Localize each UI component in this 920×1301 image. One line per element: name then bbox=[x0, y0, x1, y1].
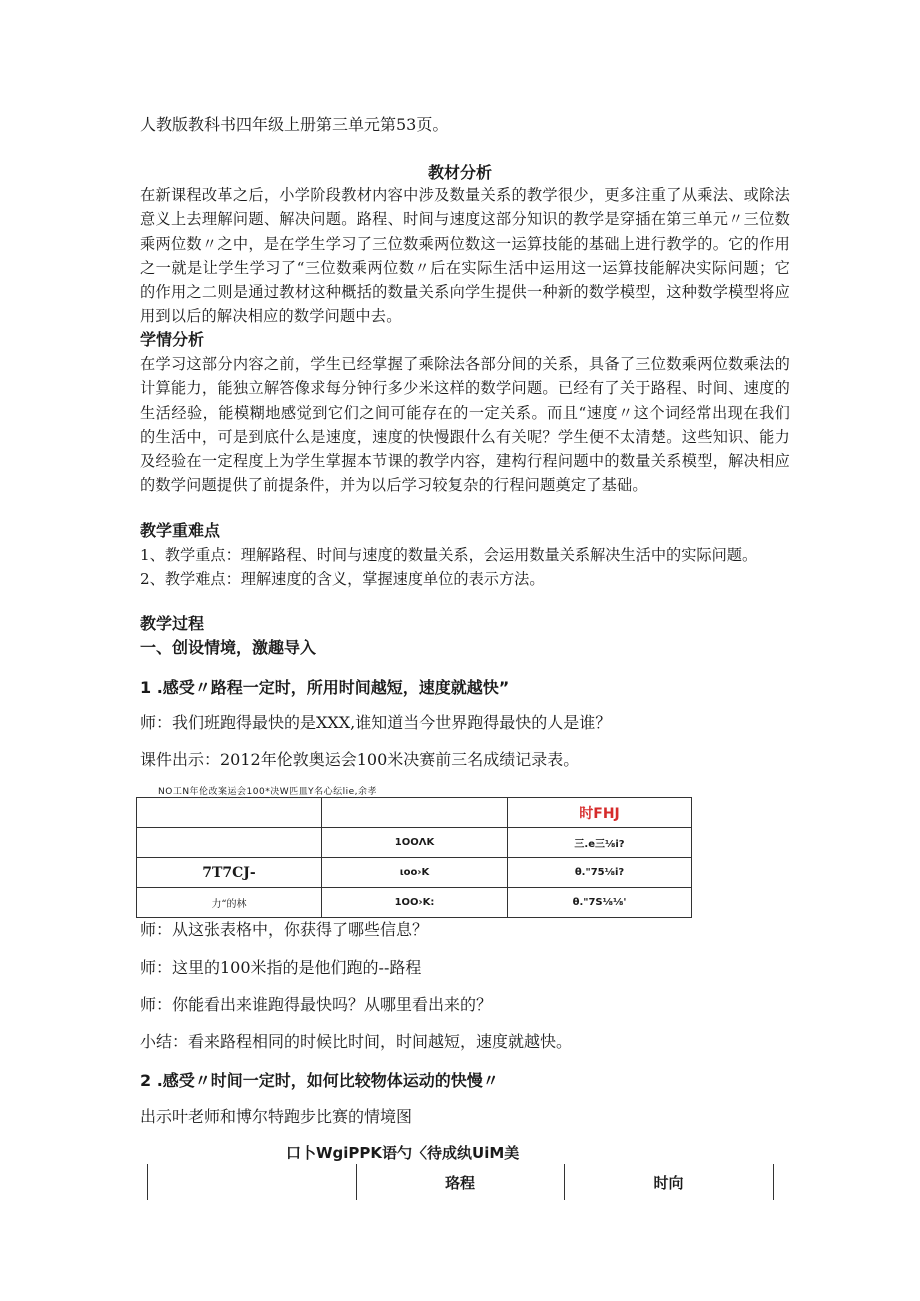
table-row bbox=[137, 858, 692, 888]
table-cell: 1OO›K: bbox=[322, 888, 508, 918]
header-line: 人教版教科书四年级上册第三单元第53页。 bbox=[140, 115, 449, 134]
table-cell: 三.e三⅛i? bbox=[508, 828, 692, 858]
table-cell: 1OOΛK bbox=[322, 828, 508, 858]
text-line-b: 课件出示：2012年伦敦奥运会100米决赛前三名成绩记录表。 bbox=[140, 750, 580, 769]
table-cell bbox=[322, 798, 508, 828]
table-header-time: 时FHJ bbox=[508, 798, 692, 828]
key-point-1: 1、教学重点：理解路程、时间与速度的数量关系，会运用数量关系解决生活中的实际问题。 bbox=[140, 546, 758, 564]
table1-caption: NO工N年伦改案运会100*决W匹皿Y名心纭lie,余孝 bbox=[158, 787, 378, 797]
table-cell: ιoo›K bbox=[322, 858, 508, 888]
process-step-2: 2 .感受〃时间一定时，如何比较物体运动的快慢〃 bbox=[140, 1071, 499, 1090]
table-divider bbox=[147, 1164, 148, 1200]
table-row bbox=[137, 828, 692, 858]
table-cell: 7T7CJ- bbox=[137, 858, 322, 888]
table2-caption: 口卜WgiPPK语勺〈待成纨UiM美 bbox=[286, 1144, 520, 1162]
process-part-1: 一、创设情境，激趣导入 bbox=[140, 638, 317, 657]
table-divider bbox=[773, 1164, 774, 1200]
table-cell: 力“的林 bbox=[137, 888, 322, 918]
table-cell: θ."7S⅛⅛' bbox=[508, 888, 692, 918]
text-line-a: 师：我们班跑得最快的是XXX,谁知道当今世界跑得最快的人是谁？ bbox=[140, 713, 612, 732]
section-title-student: 学情分析 bbox=[140, 330, 205, 349]
paragraph-student: 在学习这部分内容之前，学生已经掌握了乘除法各部分间的关系，具备了三位数乘两位数乘法的计算能力，能独立解答像求每分钟行多少米这样的数学问题。已经有了关于路程、时间、速度的生活经验，能模糊地感觉到它们之间可能存在的一定关系。而且“速度〃这个词经常出现在我们的生活中，可是到底什么是速度，速度的快慢跟什么有关呢？学生便不太清楚。这些知识、能力及经验在一定程度上为学生掌握本节课的教学内容，建构行程问题中的数量关系模型，解决相应的数学问题提供了前提条件，并为以后学习较复杂的行程问题奠定了基础。 bbox=[140, 355, 790, 495]
text-line-e: 师：你能看出来谁跑得最快吗？从哪里看出来的？ bbox=[140, 995, 493, 1014]
key-point-2: 2、教学难点：理解速度的含义，掌握速度单位的表示方法。 bbox=[140, 570, 545, 588]
comparison-table bbox=[147, 1164, 774, 1200]
text-line-g: 出示叶老师和博尔特跑步比赛的情境图 bbox=[140, 1107, 413, 1126]
section-title-key: 教学重难点 bbox=[140, 521, 221, 540]
text-line-c: 师：从这张表格中，你获得了哪些信息？ bbox=[140, 920, 429, 939]
table-row bbox=[137, 798, 692, 828]
process-step-1: 1 .感受〃路程一定时，所用时间越短，速度就越快” bbox=[140, 678, 510, 697]
table-cell bbox=[137, 798, 322, 828]
text-line-d: 师：这里的100米指的是他们跑的--路程 bbox=[140, 958, 422, 977]
section-title-material: 教材分析 bbox=[427, 163, 492, 182]
results-table bbox=[136, 797, 692, 918]
table-cell bbox=[137, 828, 322, 858]
table-row bbox=[137, 888, 692, 918]
table-header-distance: 珞程 bbox=[444, 1174, 475, 1192]
table-cell: θ."75⅛i? bbox=[508, 858, 692, 888]
table-header-time: 时向 bbox=[653, 1174, 684, 1192]
text-line-f: 小结：看来路程相同的时候比时间，时间越短，速度就越快。 bbox=[140, 1032, 573, 1051]
section-title-process: 教学过程 bbox=[140, 614, 205, 633]
paragraph-material: 在新课程改革之后，小学阶段教材内容中涉及数量关系的教学很少，更多注重了从乘法、或除法意义上去理解问题、解决问题。路程、时间与速度这部分知识的教学是穿插在第三单元〃三位数乘两位数〃之中，是在学生学习了三位数乘两位数这一运算技能的基础上进行教学的。它的作用之一就是让学生学习了“三位数乘两位数〃后在实际生活中运用这一运算技能解决实际问题；它的作用之二则是通过教材这种概括的数量关系向学生提供一种新的数学模型，这种数学模型将应用到以后的解决相应的数学问题中去。 bbox=[140, 186, 790, 326]
